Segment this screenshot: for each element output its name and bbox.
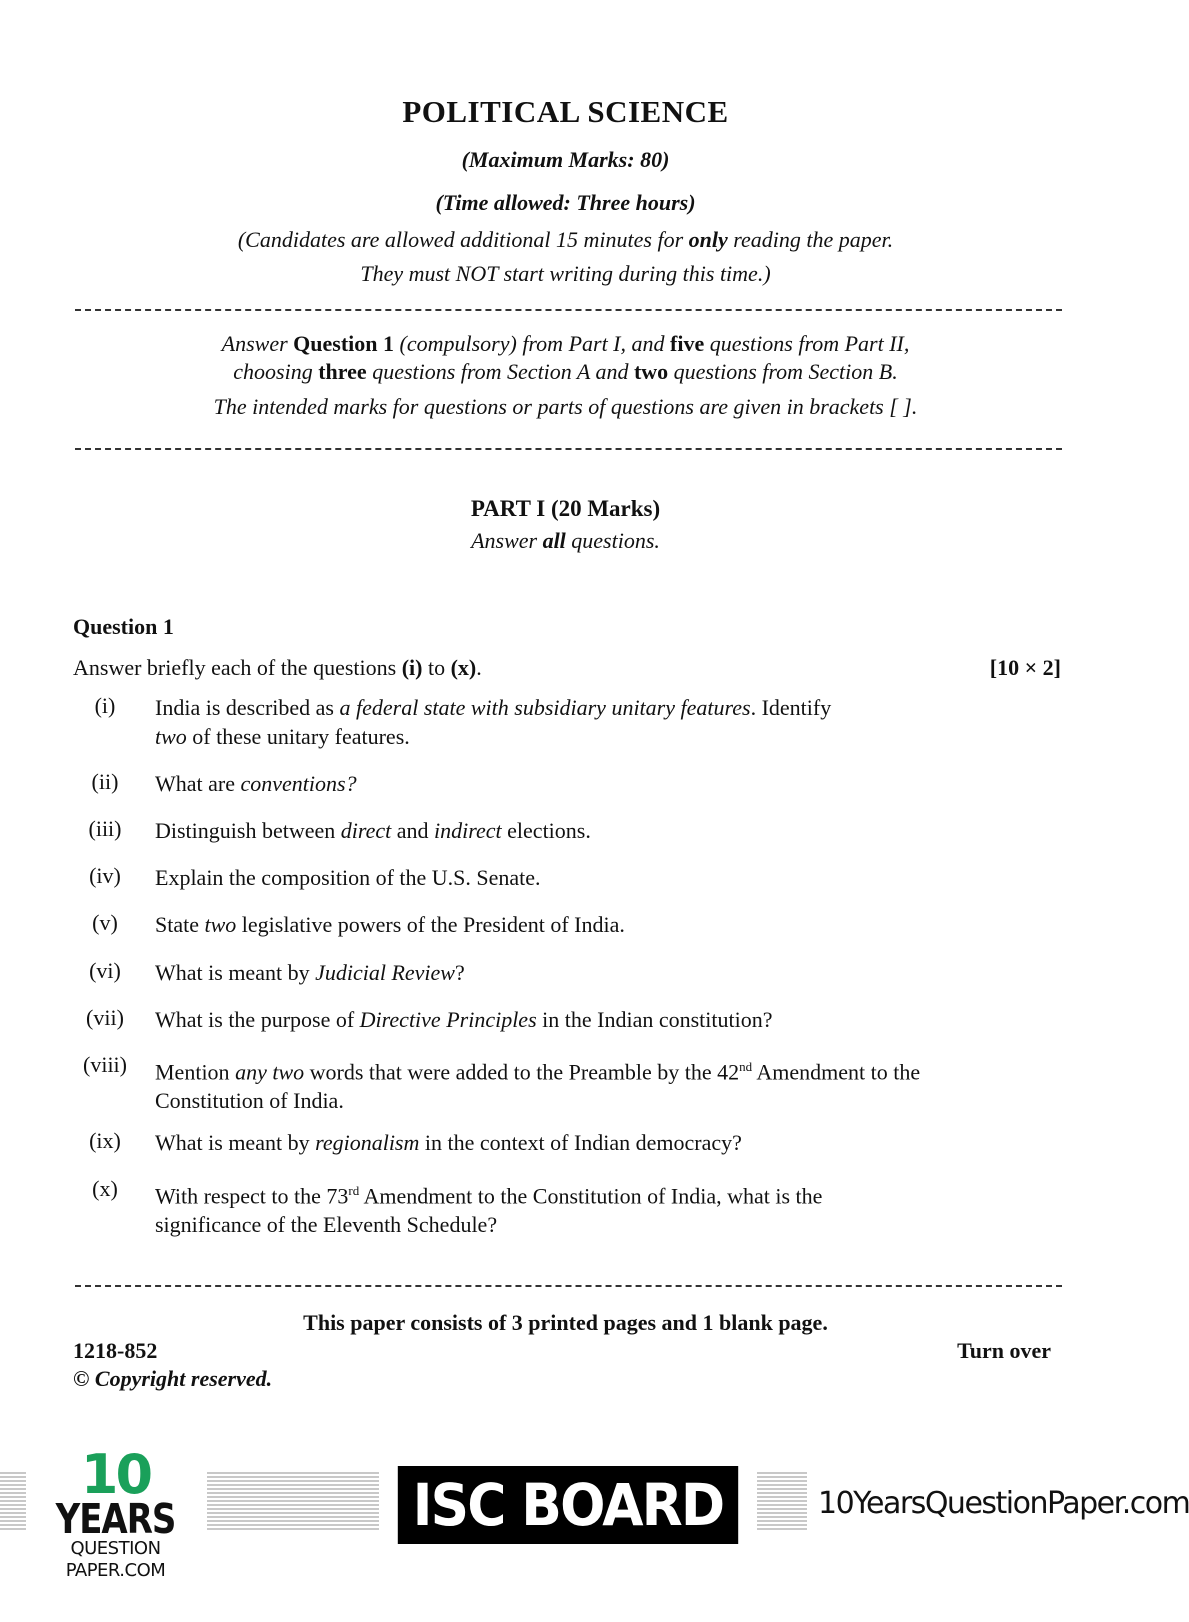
divider — [75, 1285, 1062, 1287]
question-text: Mention any two words that were added to the Preamble by the 42nd Amendment to the Constitution of India. — [155, 1059, 921, 1114]
question-number: (iii) — [88, 816, 122, 841]
turn-over-label: Turn over — [957, 1338, 1051, 1363]
question-text: Explain the composition of the U.S. Senate. — [155, 865, 541, 890]
site-logo — [28, 1443, 203, 1588]
question-text: What are conventions? — [155, 771, 357, 796]
instructions-line-3: The intended marks for questions or parts of questions are given in brackets [ ]. — [213, 394, 918, 419]
time-allowed: (Time allowed: Three hours) — [435, 190, 696, 215]
question-text: Distinguish between direct and indirect elections. — [155, 818, 591, 843]
copyright-notice: © Copyright reserved. — [73, 1366, 273, 1391]
question-number: (ix) — [89, 1128, 121, 1153]
question-number: (vi) — [89, 958, 121, 983]
reading-note-line-2: They must NOT start writing during this time.) — [360, 261, 771, 286]
pages-note: This paper consists of 3 printed pages and 1 blank page. — [303, 1310, 828, 1335]
question-number: (i) — [94, 693, 116, 718]
part-title: PART I (20 Marks) — [470, 496, 661, 521]
reading-note-line-1: (Candidates are allowed additional 15 minutes for only reading the paper. — [237, 227, 894, 252]
question-number: (x) — [92, 1176, 118, 1201]
question-number: (viii) — [83, 1052, 127, 1077]
divider — [75, 309, 1062, 311]
question-intro: Answer briefly each of the questions (i) to (x). — [73, 655, 482, 680]
question-number: (v) — [92, 910, 118, 935]
question-number: (iv) — [89, 863, 121, 888]
banner-stripes — [207, 1470, 379, 1530]
logo-years: YEARS — [55, 1496, 176, 1544]
question-text: India is described as a federal state with subsidiary unitary features. Identify two of these unitary features. — [155, 695, 832, 749]
part-subtitle: Answer all questions. — [471, 528, 660, 553]
question-number: (ii) — [91, 769, 119, 794]
question-text: With respect to the 73rd Amendment to the Constitution of India, what is the significance of the Eleventh Schedule? — [155, 1183, 823, 1238]
paper-title: POLITICAL SCIENCE — [402, 94, 729, 129]
instructions-line-2: choosing three questions from Section A and two questions from Section B. — [233, 359, 898, 384]
site-url: 10YearsQuestionPaper.com — [818, 1486, 1189, 1521]
max-marks: (Maximum Marks: 80) — [461, 147, 670, 172]
logo-number: 10 — [80, 1443, 151, 1506]
question-number: (vii) — [86, 1005, 124, 1030]
instructions-line-1: Answer Question 1 (compulsory) from Part I, and five questions from Part II, — [221, 331, 910, 356]
banner-stripes — [757, 1470, 807, 1530]
divider — [75, 448, 1062, 450]
question-text: What is meant by regionalism in the context of Indian democracy? — [155, 1130, 742, 1155]
question-heading: Question 1 — [73, 614, 174, 639]
question-text: State two legislative powers of the President of India. — [155, 912, 625, 937]
paper-code: 1218-852 — [73, 1338, 158, 1363]
question-text: What is the purpose of Directive Principles in the Indian constitution? — [155, 1007, 773, 1032]
banner-stripes — [0, 1470, 26, 1530]
board-label: ISC BOARD XII — [398, 1466, 738, 1544]
question-marks: [10 × 2] — [989, 655, 1061, 680]
logo-subtitle: QUESTION PAPER.COM — [65, 1538, 166, 1581]
question-text: What is meant by Judicial Review? — [155, 960, 465, 985]
